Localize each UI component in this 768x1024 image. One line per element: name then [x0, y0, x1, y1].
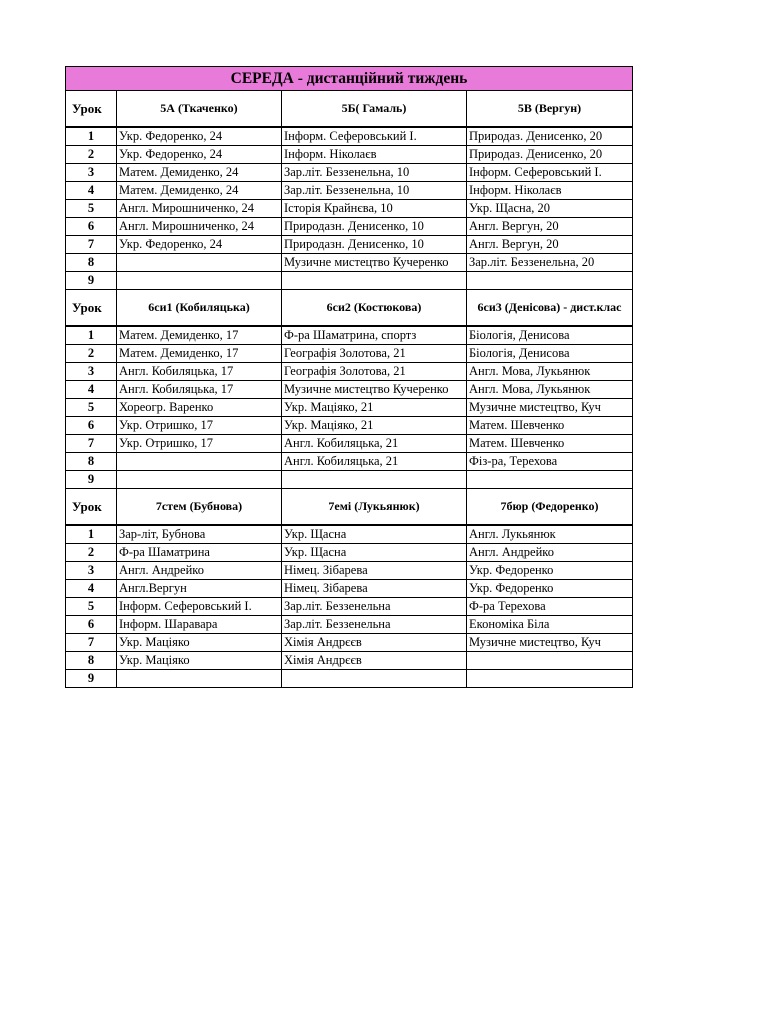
- class-header: 6си2 (Костюкова): [282, 290, 467, 327]
- table-row: [66, 417, 633, 435]
- lesson-cell: Інформ. Сеферовський І.: [467, 164, 633, 182]
- lesson-cell: Природаз. Денисенко, 20: [467, 127, 633, 146]
- lesson-cell: Англ. Кобиляцька, 17: [117, 363, 282, 381]
- lesson-number-header: Урок: [66, 290, 117, 327]
- table-row: [66, 218, 633, 236]
- table-row: [66, 435, 633, 453]
- lesson-cell: Географія Золотова, 21: [282, 363, 467, 381]
- lesson-number-header: Урок: [66, 489, 117, 526]
- lesson-cell: Укр. Мацiяко, 21: [282, 417, 467, 435]
- lesson-cell: Нiмец. Зiбарева: [282, 580, 467, 598]
- lesson-cell: Інформ. Сеферовський І.: [282, 127, 467, 146]
- lesson-cell: Нiмец. Зiбарева: [282, 562, 467, 580]
- table-row: [66, 200, 633, 218]
- table-row: [66, 634, 633, 652]
- lesson-cell: Економіка Біла: [467, 616, 633, 634]
- lesson-number: 5: [66, 200, 117, 218]
- lesson-cell: Матем. Демиденко, 17: [117, 345, 282, 363]
- lesson-cell: Зар.літ. Беззенельна: [282, 598, 467, 616]
- lesson-cell: Зар.літ. Беззенельна: [282, 616, 467, 634]
- lesson-cell: Англ. Кобиляцька, 21: [282, 435, 467, 453]
- lesson-cell: Укр. Щасна: [282, 544, 467, 562]
- lesson-cell: Матем. Демиденко, 17: [117, 326, 282, 345]
- table-row: [66, 182, 633, 200]
- table-row: [66, 363, 633, 381]
- lesson-cell: Музичне мистецтво, Куч: [467, 634, 633, 652]
- lesson-cell: Зар.літ. Беззенельна, 20: [467, 254, 633, 272]
- schedule-table: [65, 66, 633, 688]
- lesson-cell: Укр. Щасна: [282, 525, 467, 544]
- table-row: [66, 670, 633, 688]
- lesson-cell: Зар.літ. Беззенельна, 10: [282, 164, 467, 182]
- lesson-number: 8: [66, 254, 117, 272]
- lesson-number: 7: [66, 634, 117, 652]
- lesson-cell: [117, 670, 282, 688]
- lesson-number: 5: [66, 598, 117, 616]
- class-header-row: [66, 290, 633, 327]
- class-header-row: [66, 489, 633, 526]
- lesson-cell: [467, 272, 633, 290]
- lesson-cell: Географія Золотова, 21: [282, 345, 467, 363]
- title-row: [66, 67, 633, 91]
- lesson-cell: Матем. Демиденко, 24: [117, 182, 282, 200]
- table-row: [66, 544, 633, 562]
- lesson-cell: Укр. Федоренко: [467, 562, 633, 580]
- lesson-cell: Ф-ра Терехова: [467, 598, 633, 616]
- table-row: [66, 326, 633, 345]
- lesson-number: 2: [66, 345, 117, 363]
- lesson-cell: Англ. Кобиляцька, 17: [117, 381, 282, 399]
- table-row: [66, 254, 633, 272]
- lesson-cell: Музичне мистецтво Кучеренко: [282, 254, 467, 272]
- lesson-cell: Ф-ра Шаматрина, спортз: [282, 326, 467, 345]
- table-row: [66, 146, 633, 164]
- class-header: 7бюр (Федоренко): [467, 489, 633, 526]
- lesson-cell: Матем. Шевченко: [467, 435, 633, 453]
- lesson-cell: Хімія Андрєєв: [282, 652, 467, 670]
- lesson-cell: Англ.Вергун: [117, 580, 282, 598]
- lesson-number: 4: [66, 182, 117, 200]
- lesson-cell: Укр. Федоренко, 24: [117, 236, 282, 254]
- lesson-number: 6: [66, 417, 117, 435]
- lesson-cell: Англ. Вергун, 20: [467, 236, 633, 254]
- lesson-number: 7: [66, 435, 117, 453]
- lesson-cell: [467, 670, 633, 688]
- lesson-cell: Англ. Андрейко: [117, 562, 282, 580]
- lesson-cell: Укр. Федоренко, 24: [117, 146, 282, 164]
- lesson-cell: Укр. Отришко, 17: [117, 435, 282, 453]
- lesson-cell: Інформ. Сеферовський І.: [117, 598, 282, 616]
- lesson-cell: Біологія, Денисова: [467, 345, 633, 363]
- lesson-number: 1: [66, 127, 117, 146]
- lesson-cell: Хореогр. Варенко: [117, 399, 282, 417]
- lesson-cell: Історія Крайнєва, 10: [282, 200, 467, 218]
- table-row: [66, 471, 633, 489]
- lesson-cell: [282, 670, 467, 688]
- lesson-number: 4: [66, 381, 117, 399]
- lesson-cell: [117, 453, 282, 471]
- lesson-cell: Укр. Отришко, 17: [117, 417, 282, 435]
- lesson-cell: [117, 471, 282, 489]
- table-row: [66, 381, 633, 399]
- table-row: [66, 562, 633, 580]
- lesson-cell: Зар-літ, Бубнова: [117, 525, 282, 544]
- table-row: [66, 127, 633, 146]
- table-row: [66, 236, 633, 254]
- lesson-cell: [282, 272, 467, 290]
- lesson-number: 4: [66, 580, 117, 598]
- lesson-cell: Хімія Андрєєв: [282, 634, 467, 652]
- lesson-number: 9: [66, 471, 117, 489]
- table-row: [66, 580, 633, 598]
- lesson-cell: Інформ. Ніколаєв: [467, 182, 633, 200]
- lesson-cell: Природазн. Денисенко, 10: [282, 218, 467, 236]
- lesson-number: 1: [66, 326, 117, 345]
- lesson-number: 3: [66, 562, 117, 580]
- lesson-number-header: Урок: [66, 91, 117, 128]
- lesson-cell: Англ. Вергун, 20: [467, 218, 633, 236]
- lesson-cell: [117, 272, 282, 290]
- lesson-cell: Англ. Мова, Лукьянюк: [467, 381, 633, 399]
- lesson-cell: Англ. Кобиляцька, 21: [282, 453, 467, 471]
- lesson-cell: Англ. Андрейко: [467, 544, 633, 562]
- lesson-cell: Укр. Мацiяко: [117, 634, 282, 652]
- lesson-cell: Укр. Мацiяко, 21: [282, 399, 467, 417]
- table-row: [66, 164, 633, 182]
- lesson-cell: Англ. Мова, Лукьянюк: [467, 363, 633, 381]
- lesson-cell: Укр. Федоренко: [467, 580, 633, 598]
- lesson-cell: Природаз. Денисенко, 20: [467, 146, 633, 164]
- lesson-cell: Інформ. Ніколаєв: [282, 146, 467, 164]
- lesson-cell: Музичне мистецтво Кучеренко: [282, 381, 467, 399]
- class-header: 5А (Ткаченко): [117, 91, 282, 128]
- lesson-number: 2: [66, 544, 117, 562]
- table-row: [66, 272, 633, 290]
- lesson-cell: Англ. Мирошниченко, 24: [117, 218, 282, 236]
- lesson-number: 2: [66, 146, 117, 164]
- lesson-cell: Матем. Демиденко, 24: [117, 164, 282, 182]
- lesson-cell: Зар.літ. Беззенельна, 10: [282, 182, 467, 200]
- class-header: 6си1 (Кобиляцька): [117, 290, 282, 327]
- lesson-cell: Укр. Щасна, 20: [467, 200, 633, 218]
- lesson-number: 5: [66, 399, 117, 417]
- class-header: 7емі (Лукьянюк): [282, 489, 467, 526]
- lesson-cell: Англ. Мирошниченко, 24: [117, 200, 282, 218]
- table-row: [66, 652, 633, 670]
- lesson-cell: [282, 471, 467, 489]
- lesson-cell: [467, 652, 633, 670]
- lesson-cell: Природазн. Денисенко, 10: [282, 236, 467, 254]
- lesson-number: 1: [66, 525, 117, 544]
- lesson-number: 3: [66, 363, 117, 381]
- table-row: [66, 616, 633, 634]
- class-header: 5Б( Гамаль): [282, 91, 467, 128]
- table-row: [66, 345, 633, 363]
- table-row: [66, 525, 633, 544]
- lesson-cell: Укр. Мацiяко: [117, 652, 282, 670]
- lesson-cell: Біологія, Денисова: [467, 326, 633, 345]
- lesson-number: 8: [66, 453, 117, 471]
- lesson-cell: Музичне мистецтво, Куч: [467, 399, 633, 417]
- table-row: [66, 598, 633, 616]
- lesson-cell: Ф-ра Шаматрина: [117, 544, 282, 562]
- lesson-number: 6: [66, 616, 117, 634]
- lesson-cell: [467, 471, 633, 489]
- lesson-number: 9: [66, 272, 117, 290]
- lesson-cell: Інформ. Шаравара: [117, 616, 282, 634]
- lesson-number: 8: [66, 652, 117, 670]
- lesson-number: 3: [66, 164, 117, 182]
- lesson-cell: Укр. Федоренко, 24: [117, 127, 282, 146]
- lesson-number: 7: [66, 236, 117, 254]
- lesson-cell: [117, 254, 282, 272]
- lesson-number: 6: [66, 218, 117, 236]
- table-row: [66, 399, 633, 417]
- schedule-title: СЕРЕДА - дистанційний тиждень: [66, 67, 633, 91]
- lesson-cell: Англ. Лукьянюк: [467, 525, 633, 544]
- lesson-cell: Матем. Шевченко: [467, 417, 633, 435]
- class-header: 5В (Вергун): [467, 91, 633, 128]
- lesson-number: 9: [66, 670, 117, 688]
- lesson-cell: Фіз-ра, Терехова: [467, 453, 633, 471]
- table-row: [66, 453, 633, 471]
- class-header-row: [66, 91, 633, 128]
- class-header: 7стем (Бубнова): [117, 489, 282, 526]
- class-header: 6си3 (Денісова) - дист.клас: [467, 290, 633, 327]
